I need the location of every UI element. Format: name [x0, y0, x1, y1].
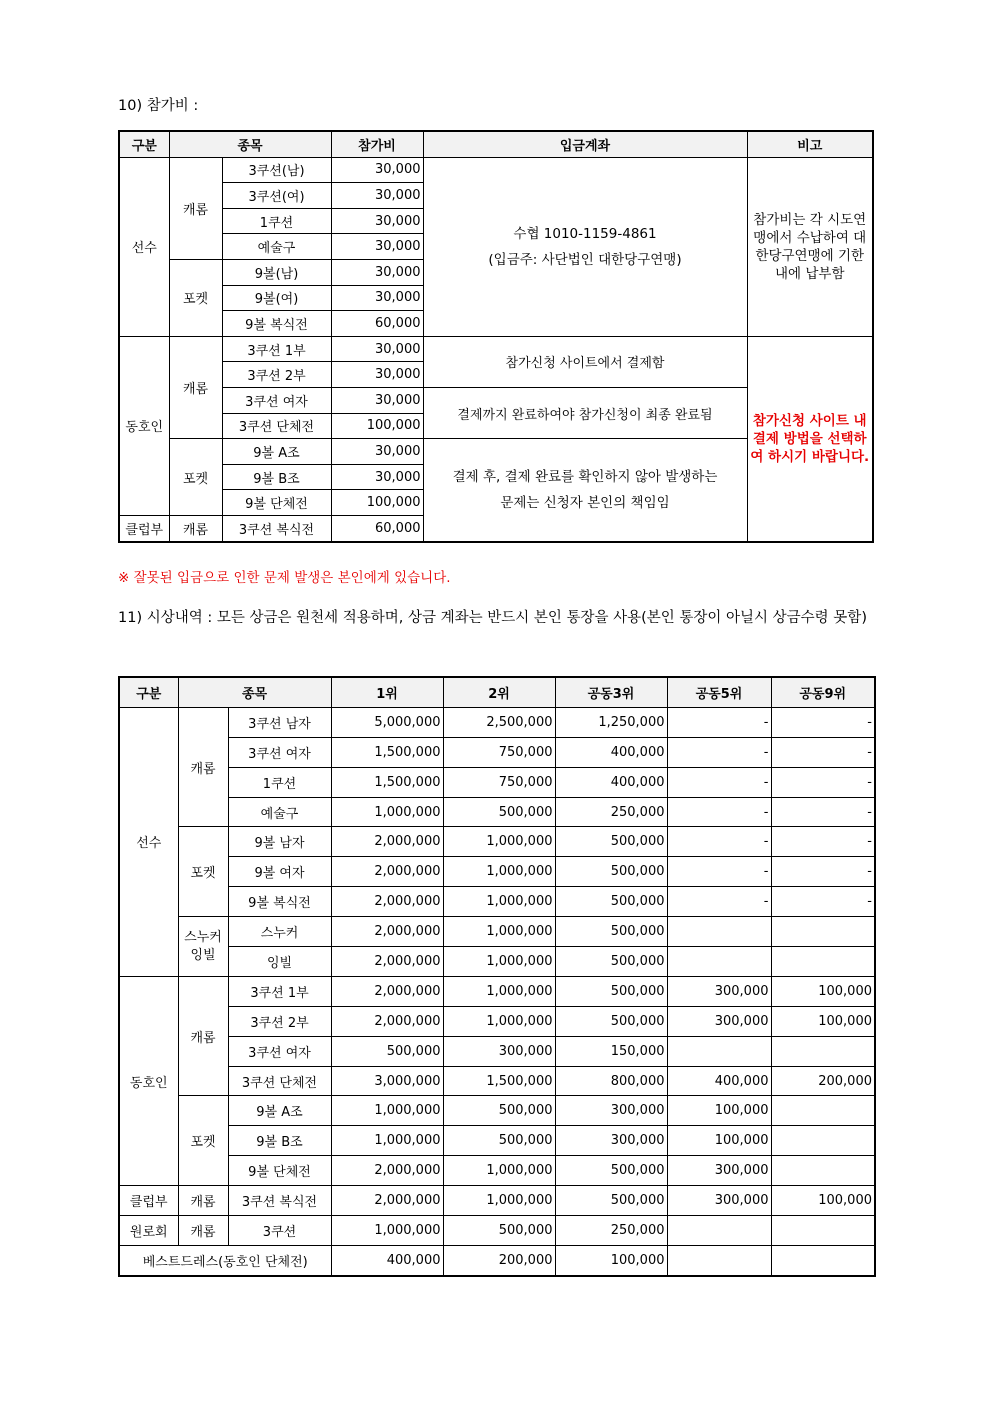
prize-3rd: 300,000: [555, 1126, 667, 1156]
prize-3rd: 300,000: [555, 1096, 667, 1126]
group-amateur: 동호인: [119, 336, 169, 515]
sub-carom: 캐롬: [169, 336, 222, 438]
prize-9th: [771, 917, 875, 947]
group-player: 선수: [119, 707, 178, 976]
prize-9th: [771, 1126, 875, 1156]
account-info: [423, 157, 747, 336]
prize-header-5th: 공동5위: [667, 677, 771, 707]
prize-2nd: 1,000,000: [443, 1006, 555, 1036]
prize-5th: -: [667, 857, 771, 887]
event-cell: 9볼 B조: [222, 464, 331, 490]
prize-5th: 300,000: [667, 976, 771, 1006]
table-row: [119, 707, 875, 737]
prize-9th: [771, 1036, 875, 1066]
prize-9th: [771, 1216, 875, 1246]
event-cell: 9볼 B조: [228, 1126, 331, 1156]
fee-header-row: [119, 131, 873, 157]
table-row: [119, 336, 873, 362]
prize-1st: 2,000,000: [331, 917, 443, 947]
prize-3rd: 800,000: [555, 1066, 667, 1096]
prize-3rd: 500,000: [555, 976, 667, 1006]
prize-header-9th: 공동9위: [771, 677, 875, 707]
fee-cell: 30,000: [331, 208, 423, 234]
fee-header-account: 입금계좌: [423, 131, 747, 157]
event-cell: 스누커: [228, 917, 331, 947]
prize-2nd: 500,000: [443, 1126, 555, 1156]
event-cell: 3쿠션 2부: [222, 362, 331, 388]
fee-cell: 30,000: [331, 464, 423, 490]
prize-2nd: 1,000,000: [443, 1186, 555, 1216]
prize-1st: 500,000: [331, 1036, 443, 1066]
event-cell: 3쿠션 여자: [228, 737, 331, 767]
event-cell: 9볼 복식전: [222, 311, 331, 337]
prize-1st: 1,000,000: [331, 1216, 443, 1246]
prize-9th: [771, 1156, 875, 1186]
fee-cell: 30,000: [331, 183, 423, 209]
prize-2nd: 1,000,000: [443, 947, 555, 977]
pay-note-2: 결제까지 완료하여야 참가신청이 최종 완료됨: [423, 387, 747, 438]
table-row: [119, 1216, 875, 1246]
event-cell: 1쿠션: [222, 208, 331, 234]
prize-3rd: 500,000: [555, 1186, 667, 1216]
prize-3rd: 150,000: [555, 1036, 667, 1066]
fee-cell: 100,000: [331, 413, 423, 439]
prize-header-2nd: 2위: [443, 677, 555, 707]
fee-cell: 30,000: [331, 336, 423, 362]
prize-1st: 2,000,000: [331, 947, 443, 977]
fee-header-fee: 참가비: [331, 131, 423, 157]
prize-9th: [771, 947, 875, 977]
prize-2nd: 300,000: [443, 1036, 555, 1066]
prize-1st: 2,000,000: [331, 857, 443, 887]
prize-5th: -: [667, 827, 771, 857]
event-cell: 3쿠션 여자: [222, 387, 331, 413]
prize-1st: 1,000,000: [331, 1096, 443, 1126]
prize-1st: 2,000,000: [331, 887, 443, 917]
event-cell: 1쿠션: [228, 767, 331, 797]
table-row: [119, 767, 875, 797]
group-club: 클럽부: [119, 1186, 178, 1216]
sub-snooker-line2: 잉빌: [190, 947, 216, 963]
table-row: [119, 827, 875, 857]
event-cell: 3쿠션 복식전: [228, 1186, 331, 1216]
group-player: 선수: [119, 157, 169, 336]
prize-3rd: 1,250,000: [555, 707, 667, 737]
table-row: [119, 1006, 875, 1036]
prize-3rd: 400,000: [555, 737, 667, 767]
table-row: [119, 917, 875, 947]
prize-5th: -: [667, 737, 771, 767]
prize-9th: 100,000: [771, 1186, 875, 1216]
prize-1st: 2,000,000: [331, 827, 443, 857]
event-cell: 3쿠션(남): [222, 157, 331, 183]
table-row: [119, 797, 875, 827]
prize-9th: -: [771, 707, 875, 737]
fee-header-remark: 비고: [747, 131, 873, 157]
best-dress-label: 베스트드레스(동호인 단체전): [119, 1245, 331, 1275]
prize-9th: 200,000: [771, 1066, 875, 1096]
prize-9th: -: [771, 737, 875, 767]
prize-3rd: 500,000: [555, 1006, 667, 1036]
fee-cell: 30,000: [331, 285, 423, 311]
prize-9th: -: [771, 797, 875, 827]
sub-carom: 캐롬: [178, 1216, 228, 1246]
pay-note-3-line2: 문제는 신청자 본인의 책임임: [500, 494, 670, 511]
prize-2nd: 1,000,000: [443, 857, 555, 887]
payment-warning: ※ 잘못된 입금으로 인한 문제 발생은 본인에게 있습니다.: [118, 570, 451, 586]
sub-pocket: 포켓: [169, 259, 222, 336]
prize-2nd: 500,000: [443, 797, 555, 827]
remark-amateur: 참가신청 사이트 내 결제 방법을 선택하여 하시기 바랍니다.: [747, 336, 873, 541]
prize-5th: [667, 1216, 771, 1246]
prize-3rd: 500,000: [555, 887, 667, 917]
prize-9th: -: [771, 827, 875, 857]
table-row: [119, 1036, 875, 1066]
prize-2nd: 500,000: [443, 1216, 555, 1246]
prize-section-heading: 11) 시상내역 : 모든 상금은 원천세 적용하며, 상금 계좌는 반드시 본인 통장을 사용(본인 통장이 아닐시 상금수령 못함): [118, 610, 867, 626]
prize-1st: 1,000,000: [331, 1126, 443, 1156]
event-cell: 3쿠션(여): [222, 183, 331, 209]
prize-2nd: 1,000,000: [443, 827, 555, 857]
event-cell: 9볼 A조: [222, 439, 331, 465]
table-row: [119, 1066, 875, 1096]
event-cell: 9볼(여): [222, 285, 331, 311]
table-row: [119, 1126, 875, 1156]
fee-cell: 30,000: [331, 259, 423, 285]
sub-carom: 캐롬: [169, 515, 222, 541]
fee-section-heading: 10) 참가비 :: [118, 98, 199, 114]
prize-5th: -: [667, 797, 771, 827]
sub-carom: 캐롬: [169, 157, 222, 259]
prize-1st: 400,000: [331, 1245, 443, 1275]
sub-pocket: 포켓: [178, 827, 228, 917]
prize-1st: 3,000,000: [331, 1066, 443, 1096]
prize-9th: 100,000: [771, 1006, 875, 1036]
event-cell: 3쿠션 1부: [222, 336, 331, 362]
table-row: [119, 1096, 875, 1126]
table-row: [119, 157, 873, 183]
pay-note-3-line1: 결제 후, 결제 완료를 확인하지 않아 발생하는: [452, 468, 718, 485]
prize-header-1st: 1위: [331, 677, 443, 707]
prize-9th: -: [771, 767, 875, 797]
prize-table: [118, 676, 876, 1277]
table-row: [119, 1156, 875, 1186]
event-cell: 3쿠션 단체전: [222, 413, 331, 439]
prize-5th: 100,000: [667, 1126, 771, 1156]
prize-2nd: 750,000: [443, 767, 555, 797]
event-cell: 9볼 남자: [228, 827, 331, 857]
prize-5th: 300,000: [667, 1186, 771, 1216]
prize-2nd: 750,000: [443, 737, 555, 767]
prize-9th: -: [771, 857, 875, 887]
prize-9th: -: [771, 887, 875, 917]
prize-1st: 2,000,000: [331, 976, 443, 1006]
prize-header-row: [119, 677, 875, 707]
prize-9th: 100,000: [771, 976, 875, 1006]
fee-cell: 30,000: [331, 157, 423, 183]
prize-2nd: 1,000,000: [443, 917, 555, 947]
prize-2nd: 500,000: [443, 1096, 555, 1126]
group-club: 클럽부: [119, 515, 169, 541]
prize-5th: -: [667, 707, 771, 737]
prize-5th: 400,000: [667, 1066, 771, 1096]
fee-header-category: 구분: [119, 131, 169, 157]
prize-3rd: 500,000: [555, 827, 667, 857]
prize-5th: 300,000: [667, 1006, 771, 1036]
fee-header-event: 종목: [169, 131, 331, 157]
prize-header-category: 구분: [119, 677, 178, 707]
event-cell: 3쿠션: [228, 1216, 331, 1246]
prize-5th: [667, 947, 771, 977]
event-cell: 9볼 A조: [228, 1096, 331, 1126]
prize-header-event: 종목: [178, 677, 331, 707]
prize-2nd: 2,500,000: [443, 707, 555, 737]
fee-cell: 30,000: [331, 387, 423, 413]
table-row: [119, 887, 875, 917]
event-cell: 9볼 여자: [228, 857, 331, 887]
account-number: 수협 1010-1159-4861: [513, 225, 657, 242]
event-cell: 예술구: [228, 797, 331, 827]
prize-5th: 300,000: [667, 1156, 771, 1186]
table-row: [119, 857, 875, 887]
event-cell: 9볼 단체전: [222, 490, 331, 516]
fee-cell: 30,000: [331, 439, 423, 465]
pay-note-3: [423, 439, 747, 542]
table-row: [119, 976, 875, 1006]
group-senior: 원로회: [119, 1216, 178, 1246]
prize-5th: [667, 917, 771, 947]
prize-3rd: 500,000: [555, 857, 667, 887]
table-row: [119, 1186, 875, 1216]
fee-cell: 60,000: [331, 311, 423, 337]
prize-3rd: 400,000: [555, 767, 667, 797]
event-cell: 3쿠션 1부: [228, 976, 331, 1006]
prize-5th: [667, 1245, 771, 1275]
prize-header-3rd: 공동3위: [555, 677, 667, 707]
prize-5th: [667, 1036, 771, 1066]
prize-1st: 2,000,000: [331, 1006, 443, 1036]
prize-5th: -: [667, 767, 771, 797]
prize-1st: 1,500,000: [331, 767, 443, 797]
prize-3rd: 100,000: [555, 1245, 667, 1275]
fee-cell: 100,000: [331, 490, 423, 516]
event-cell: 3쿠션 2부: [228, 1006, 331, 1036]
sub-carom: 캐롬: [178, 976, 228, 1096]
sub-snooker-line1: 스누커: [184, 929, 222, 945]
prize-2nd: 1,000,000: [443, 976, 555, 1006]
sub-carom: 캐롬: [178, 707, 228, 827]
remark-player: 참가비는 각 시도연맹에서 수납하여 대한당구연맹에 기한 내에 납부함: [747, 157, 873, 336]
event-cell: 3쿠션 여자: [228, 1036, 331, 1066]
prize-1st: 1,000,000: [331, 797, 443, 827]
sub-snooker: [178, 917, 228, 977]
event-cell: 예술구: [222, 234, 331, 260]
fee-cell: 30,000: [331, 362, 423, 388]
prize-9th: [771, 1245, 875, 1275]
event-cell: 9볼 단체전: [228, 1156, 331, 1186]
prize-1st: 5,000,000: [331, 707, 443, 737]
prize-2nd: 1,500,000: [443, 1066, 555, 1096]
prize-3rd: 500,000: [555, 947, 667, 977]
table-row: [119, 1245, 875, 1275]
prize-3rd: 500,000: [555, 917, 667, 947]
event-cell: 3쿠션 남자: [228, 707, 331, 737]
event-cell: 9볼 복식전: [228, 887, 331, 917]
prize-3rd: 250,000: [555, 797, 667, 827]
prize-5th: -: [667, 887, 771, 917]
prize-3rd: 500,000: [555, 1156, 667, 1186]
prize-9th: [771, 1096, 875, 1126]
event-cell: 3쿠션 단체전: [228, 1066, 331, 1096]
fee-table: [118, 130, 874, 543]
event-cell: 잉빌: [228, 947, 331, 977]
fee-cell: 60,000: [331, 515, 423, 541]
prize-5th: 100,000: [667, 1096, 771, 1126]
pay-note-1: 참가신청 사이트에서 결제함: [423, 336, 747, 387]
prize-2nd: 1,000,000: [443, 887, 555, 917]
sub-pocket: 포켓: [178, 1096, 228, 1186]
event-cell: 3쿠션 복식전: [222, 515, 331, 541]
prize-1st: 2,000,000: [331, 1156, 443, 1186]
account-holder: (입금주: 사단법인 대한당구연맹): [488, 251, 682, 268]
sub-carom: 캐롬: [178, 1186, 228, 1216]
prize-1st: 2,000,000: [331, 1186, 443, 1216]
sub-pocket: 포켓: [169, 439, 222, 516]
prize-3rd: 250,000: [555, 1216, 667, 1246]
table-row: [119, 737, 875, 767]
prize-1st: 1,500,000: [331, 737, 443, 767]
event-cell: 9볼(남): [222, 259, 331, 285]
prize-2nd: 200,000: [443, 1245, 555, 1275]
table-row: [119, 947, 875, 977]
prize-2nd: 1,000,000: [443, 1156, 555, 1186]
group-amateur: 동호인: [119, 976, 178, 1185]
fee-cell: 30,000: [331, 234, 423, 260]
